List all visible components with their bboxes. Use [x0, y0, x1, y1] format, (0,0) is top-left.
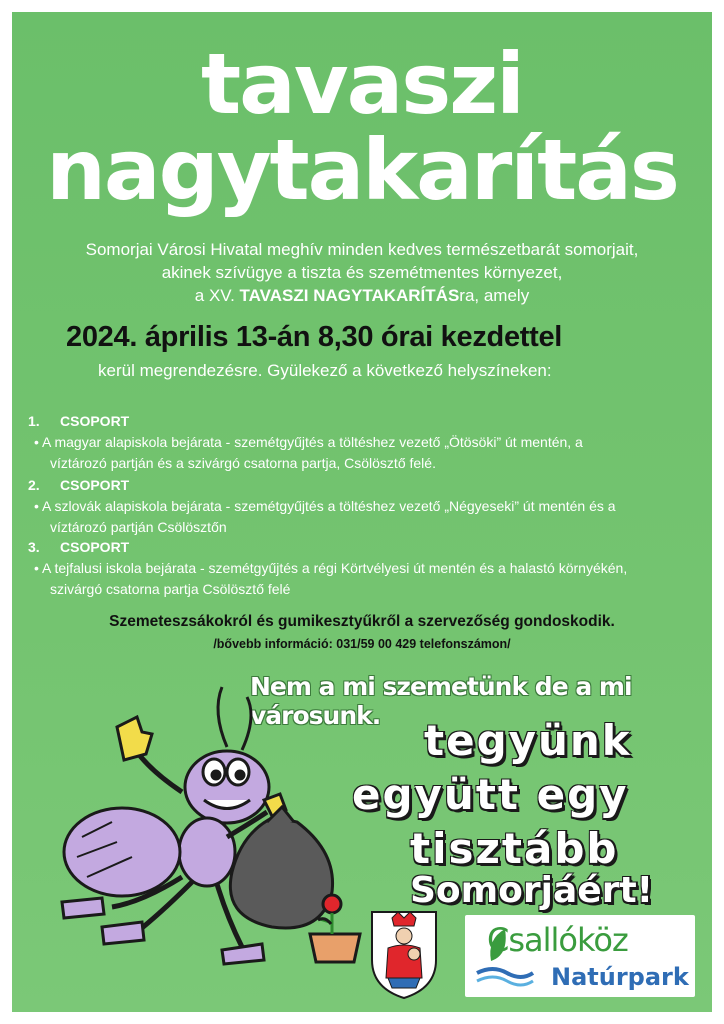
event-date: 2024. április 13-án 8,30 órai kezdettel [66, 321, 563, 353]
coat-of-arms-icon [368, 908, 440, 1000]
intro-suffix: ra, amely [459, 286, 530, 305]
logo-line-2: Natúrpark [551, 963, 689, 991]
group-1 [24, 411, 704, 474]
intro-line-3 [12, 284, 712, 307]
intro-prefix: a XV. [194, 286, 235, 305]
intro-line-4: kerül megrendezésre. Gyülekező a következő helyszíneken: [98, 361, 552, 380]
group-line-1: • A tejfalusi iskola bejárata - szemétgyűjtés a régi Körtvélyesi út mentén és a halastó környékén, [34, 560, 628, 576]
group-heading [24, 411, 704, 432]
group-number: 3. [28, 539, 40, 555]
supplies-note: Szemeteszsákokról és gumikesztyűkről a szervezőség gondoskodik. [109, 613, 615, 630]
group-name: CSOPORT [60, 413, 130, 429]
event-name: TAVASZI NAGYTAKARÍTÁS [239, 286, 460, 305]
intro-line-1: Somorjai Városi Hivatal meghív minden kedves természetbarát somorjait, [85, 240, 639, 259]
group-line-1: • A szlovák alapiskola bejárata - szemétgyűjtés a töltéshez vezető „Négyeseki” út mentén és a [34, 498, 616, 514]
group-name: CSOPORT [60, 539, 130, 555]
group-line-2: víztározó partján és a szivárgó csatorna partja, Csölösztő felé. [50, 455, 436, 471]
title-line-2: nagytakarítás [46, 121, 678, 219]
group-heading [24, 537, 704, 558]
call-line-4: Somorjáért! [410, 870, 654, 911]
group-2 [24, 475, 704, 538]
group-number: 1. [28, 413, 40, 429]
poster [12, 12, 712, 1012]
intro-line-2: akinek szívügye a tiszta és szemétmentes környezet, [161, 263, 563, 282]
slogan: Nem a mi szemetünk de a mi városunk. [250, 672, 632, 730]
call-line-2: együtt egy [352, 770, 629, 819]
naturpark-logo [465, 915, 695, 997]
logo-line-1: Csallóköz [487, 921, 628, 959]
group-line-2: szivárgó csatorna partja Csölösztő felé [50, 581, 291, 597]
group-line-1: • A magyar alapiskola bejárata - szemétgyűjtés a töltéshez vezető „Ötösöki” út mentén, a [34, 434, 583, 450]
call-line-1: tegyünk [424, 716, 632, 765]
group-heading [24, 475, 704, 496]
group-name: CSOPORT [60, 477, 130, 493]
phone-info: /bővebb információ: 031/59 00 429 telefonszámon/ [213, 637, 511, 651]
call-line-3: tisztább [410, 824, 619, 873]
group-line-2: víztározó partján Csölösztőn [50, 519, 227, 535]
title-line-1: tavaszi [201, 35, 523, 133]
ant-mascot-illustration [42, 672, 382, 1012]
group-number: 2. [28, 477, 40, 493]
group-3 [24, 537, 704, 600]
